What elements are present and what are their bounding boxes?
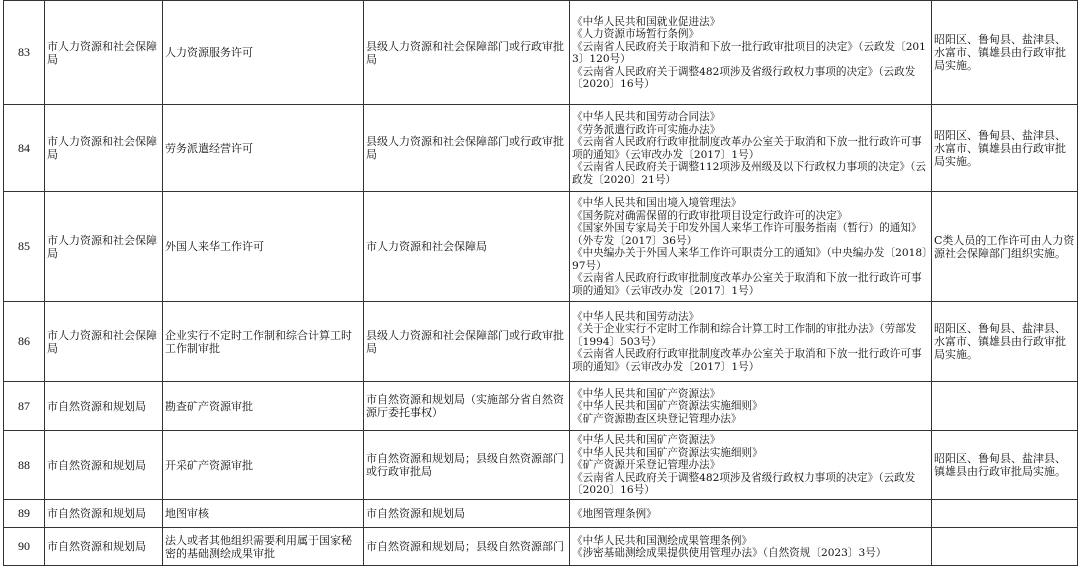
legal-basis-cell — [570, 105, 932, 192]
note-cell — [932, 382, 1078, 431]
row-number: 87 — [4, 382, 45, 431]
legal-basis-cell — [570, 528, 932, 566]
row-number: 89 — [4, 500, 45, 528]
legal-basis-line: 《中华人民共和国劳动合同法》 — [572, 111, 721, 123]
permit-table — [3, 0, 1078, 566]
department-cell: 市人力资源和社会保障局 — [45, 105, 163, 192]
legal-basis-line: 《云南省人民政府关于调整112项涉及州级及以下行政权力事项的决定》（云政发〔2020〕21号） — [572, 161, 926, 186]
table-row — [4, 431, 1078, 500]
legal-basis-line: 《中华人民共和国就业促进法》 — [572, 15, 721, 28]
legal-basis-line: 《中华人民共和国矿产资源法》 — [572, 387, 721, 400]
legal-basis-cell — [570, 302, 932, 382]
row-number: 90 — [4, 528, 45, 566]
table-row — [4, 500, 1078, 528]
note-cell — [932, 528, 1078, 566]
table-row — [4, 302, 1078, 382]
authority-cell: 县级人力资源和社会保障部门或行政审批局 — [364, 105, 570, 192]
legal-basis-line: 《国务院对确需保留的行政审批项目设定行政许可的决定》 — [572, 209, 848, 222]
legal-basis-line: 《中华人民共和国矿产资源法》 — [572, 434, 721, 447]
row-number: 84 — [4, 105, 45, 192]
item-name-cell: 人力资源服务许可 — [163, 1, 364, 105]
authority-cell: 市自然资源和规划局；县级自然资源部门 — [364, 528, 570, 566]
legal-basis-line: 《云南省人民政府行政审批制度改革办公室关于取消和下放一批行政许可事项的通知》（云审改办发〔2017〕1号） — [572, 348, 922, 373]
legal-basis-cell — [570, 382, 932, 431]
table-row — [4, 105, 1078, 192]
item-name-cell: 劳务派遣经营许可 — [163, 105, 364, 192]
note-cell: 昭阳区、鲁甸县、盐津县、镇雄县由行政审批局实施。 — [932, 431, 1078, 500]
note-cell: C类人员的工作许可由人力资源社会保障部门组织实施。 — [932, 192, 1078, 302]
note-cell: 昭阳区、鲁甸县、盐津县、水富市、镇雄县由行政审批局实施。 — [932, 105, 1078, 192]
legal-basis-line: 《中华人民共和国测绘成果管理条例》 — [572, 534, 753, 547]
authority-cell: 县级人力资源和社会保障部门或行政审批局 — [364, 302, 570, 382]
table-row — [4, 1, 1078, 105]
legal-basis-line: 《国家外国专家局关于印发外国人来华工作许可服务指南（暂行）的通知》（外专发〔2017〕36号） — [572, 222, 922, 247]
legal-basis-line: 《云南省人民政府行政审批制度改革办公室关于取消和下放一批行政许可事项的通知》（云审改办发〔2017〕1号） — [572, 136, 922, 161]
table-row — [4, 382, 1078, 431]
legal-basis-line: 《中央编办关于外国人来华工作许可职责分工的通知》（中央编办发〔2018〕97号） — [572, 247, 928, 272]
legal-basis-cell — [570, 1, 932, 105]
row-number: 86 — [4, 302, 45, 382]
legal-basis-line: 《中华人民共和国出境入境管理法》 — [572, 197, 742, 209]
department-cell: 市自然资源和规划局 — [45, 382, 163, 431]
legal-basis-line: 《中华人民共和国矿产资源法实施细则》 — [572, 400, 763, 413]
note-cell: 昭阳区、鲁甸县、盐津县、水富市、镇雄县由行政审批局实施。 — [932, 302, 1078, 382]
row-number: 83 — [4, 1, 45, 105]
department-cell: 市自然资源和规划局 — [45, 500, 163, 528]
authority-cell: 市自然资源和规划局（实施部分省自然资源厅委托事权） — [364, 382, 570, 431]
authority-cell: 市人力资源和社会保障局 — [364, 192, 570, 302]
department-cell: 市自然资源和规划局 — [45, 431, 163, 500]
legal-basis-line: 《中华人民共和国矿产资源法实施细则》 — [572, 446, 763, 459]
legal-basis-line: 《矿产资源勘查区块登记管理办法》 — [572, 412, 742, 425]
authority-cell: 县级人力资源和社会保障部门或行政审批局 — [364, 1, 570, 105]
legal-basis-line: 《涉密基础测绘成果提供使用管理办法》（自然资规〔2023〕3号） — [572, 547, 887, 559]
department-cell: 市人力资源和社会保障局 — [45, 1, 163, 105]
department-cell: 市自然资源和规划局 — [45, 528, 163, 566]
legal-basis-line: 《关于企业实行不定时工作制和综合计算工时工作制的审批办法》（劳部发〔1994〕503号） — [572, 323, 917, 348]
item-name-cell: 勘查矿产资源审批 — [163, 382, 364, 431]
legal-basis-line: 《矿产资源开采登记管理办法》 — [572, 459, 721, 472]
department-cell: 市人力资源和社会保障局 — [45, 192, 163, 302]
item-name-cell: 企业实行不定时工作制和综合计算工时工作制审批 — [163, 302, 364, 382]
note-cell: 昭阳区、鲁甸县、盐津县、水富市、镇雄县由行政审批局实施。 — [932, 1, 1078, 105]
department-cell: 市人力资源和社会保障局 — [45, 302, 163, 382]
authority-cell: 市自然资源和规划局 — [364, 500, 570, 528]
legal-basis-line: 《云南省人民政府关于调整482项涉及省级行政权力事项的决定》（云政发〔2020〕16号） — [572, 471, 916, 497]
legal-basis-line: 《地图管理条例》 — [572, 507, 657, 520]
legal-basis-line: 《云南省人民政府行政审批制度改革办公室关于取消和下放一批行政许可事项的通知》（云审改办发〔2017〕1号） — [572, 272, 922, 297]
table-row — [4, 192, 1078, 302]
item-name-cell: 法人或者其他组织需要利用属于国家秘密的基础测绘成果审批 — [163, 528, 364, 566]
legal-basis-cell — [570, 500, 932, 528]
legal-basis-line: 《中华人民共和国劳动法》 — [572, 310, 700, 323]
note-cell — [932, 500, 1078, 528]
legal-basis-line: 《人力资源市场暂行条例》 — [572, 28, 700, 40]
legal-basis-line: 《云南省人民政府关于取消和下放一批行政审批项目的决定》（云政发〔2013〕120号） — [572, 40, 926, 65]
row-number: 85 — [4, 192, 45, 302]
legal-basis-cell — [570, 192, 932, 302]
legal-basis-cell — [570, 431, 932, 500]
item-name-cell: 地图审核 — [163, 500, 364, 528]
legal-basis-line: 《云南省人民政府关于调整482项涉及省级行政权力事项的决定》（云政发〔2020〕16号） — [572, 65, 916, 90]
table-row — [4, 528, 1078, 566]
item-name-cell: 外国人来华工作许可 — [163, 192, 364, 302]
authority-cell: 市自然资源和规划局；县级自然资源部门或行政审批局 — [364, 431, 570, 500]
legal-basis-line: 《劳务派遣行政许可实施办法》 — [572, 123, 721, 136]
row-number: 88 — [4, 431, 45, 500]
item-name-cell: 开采矿产资源审批 — [163, 431, 364, 500]
